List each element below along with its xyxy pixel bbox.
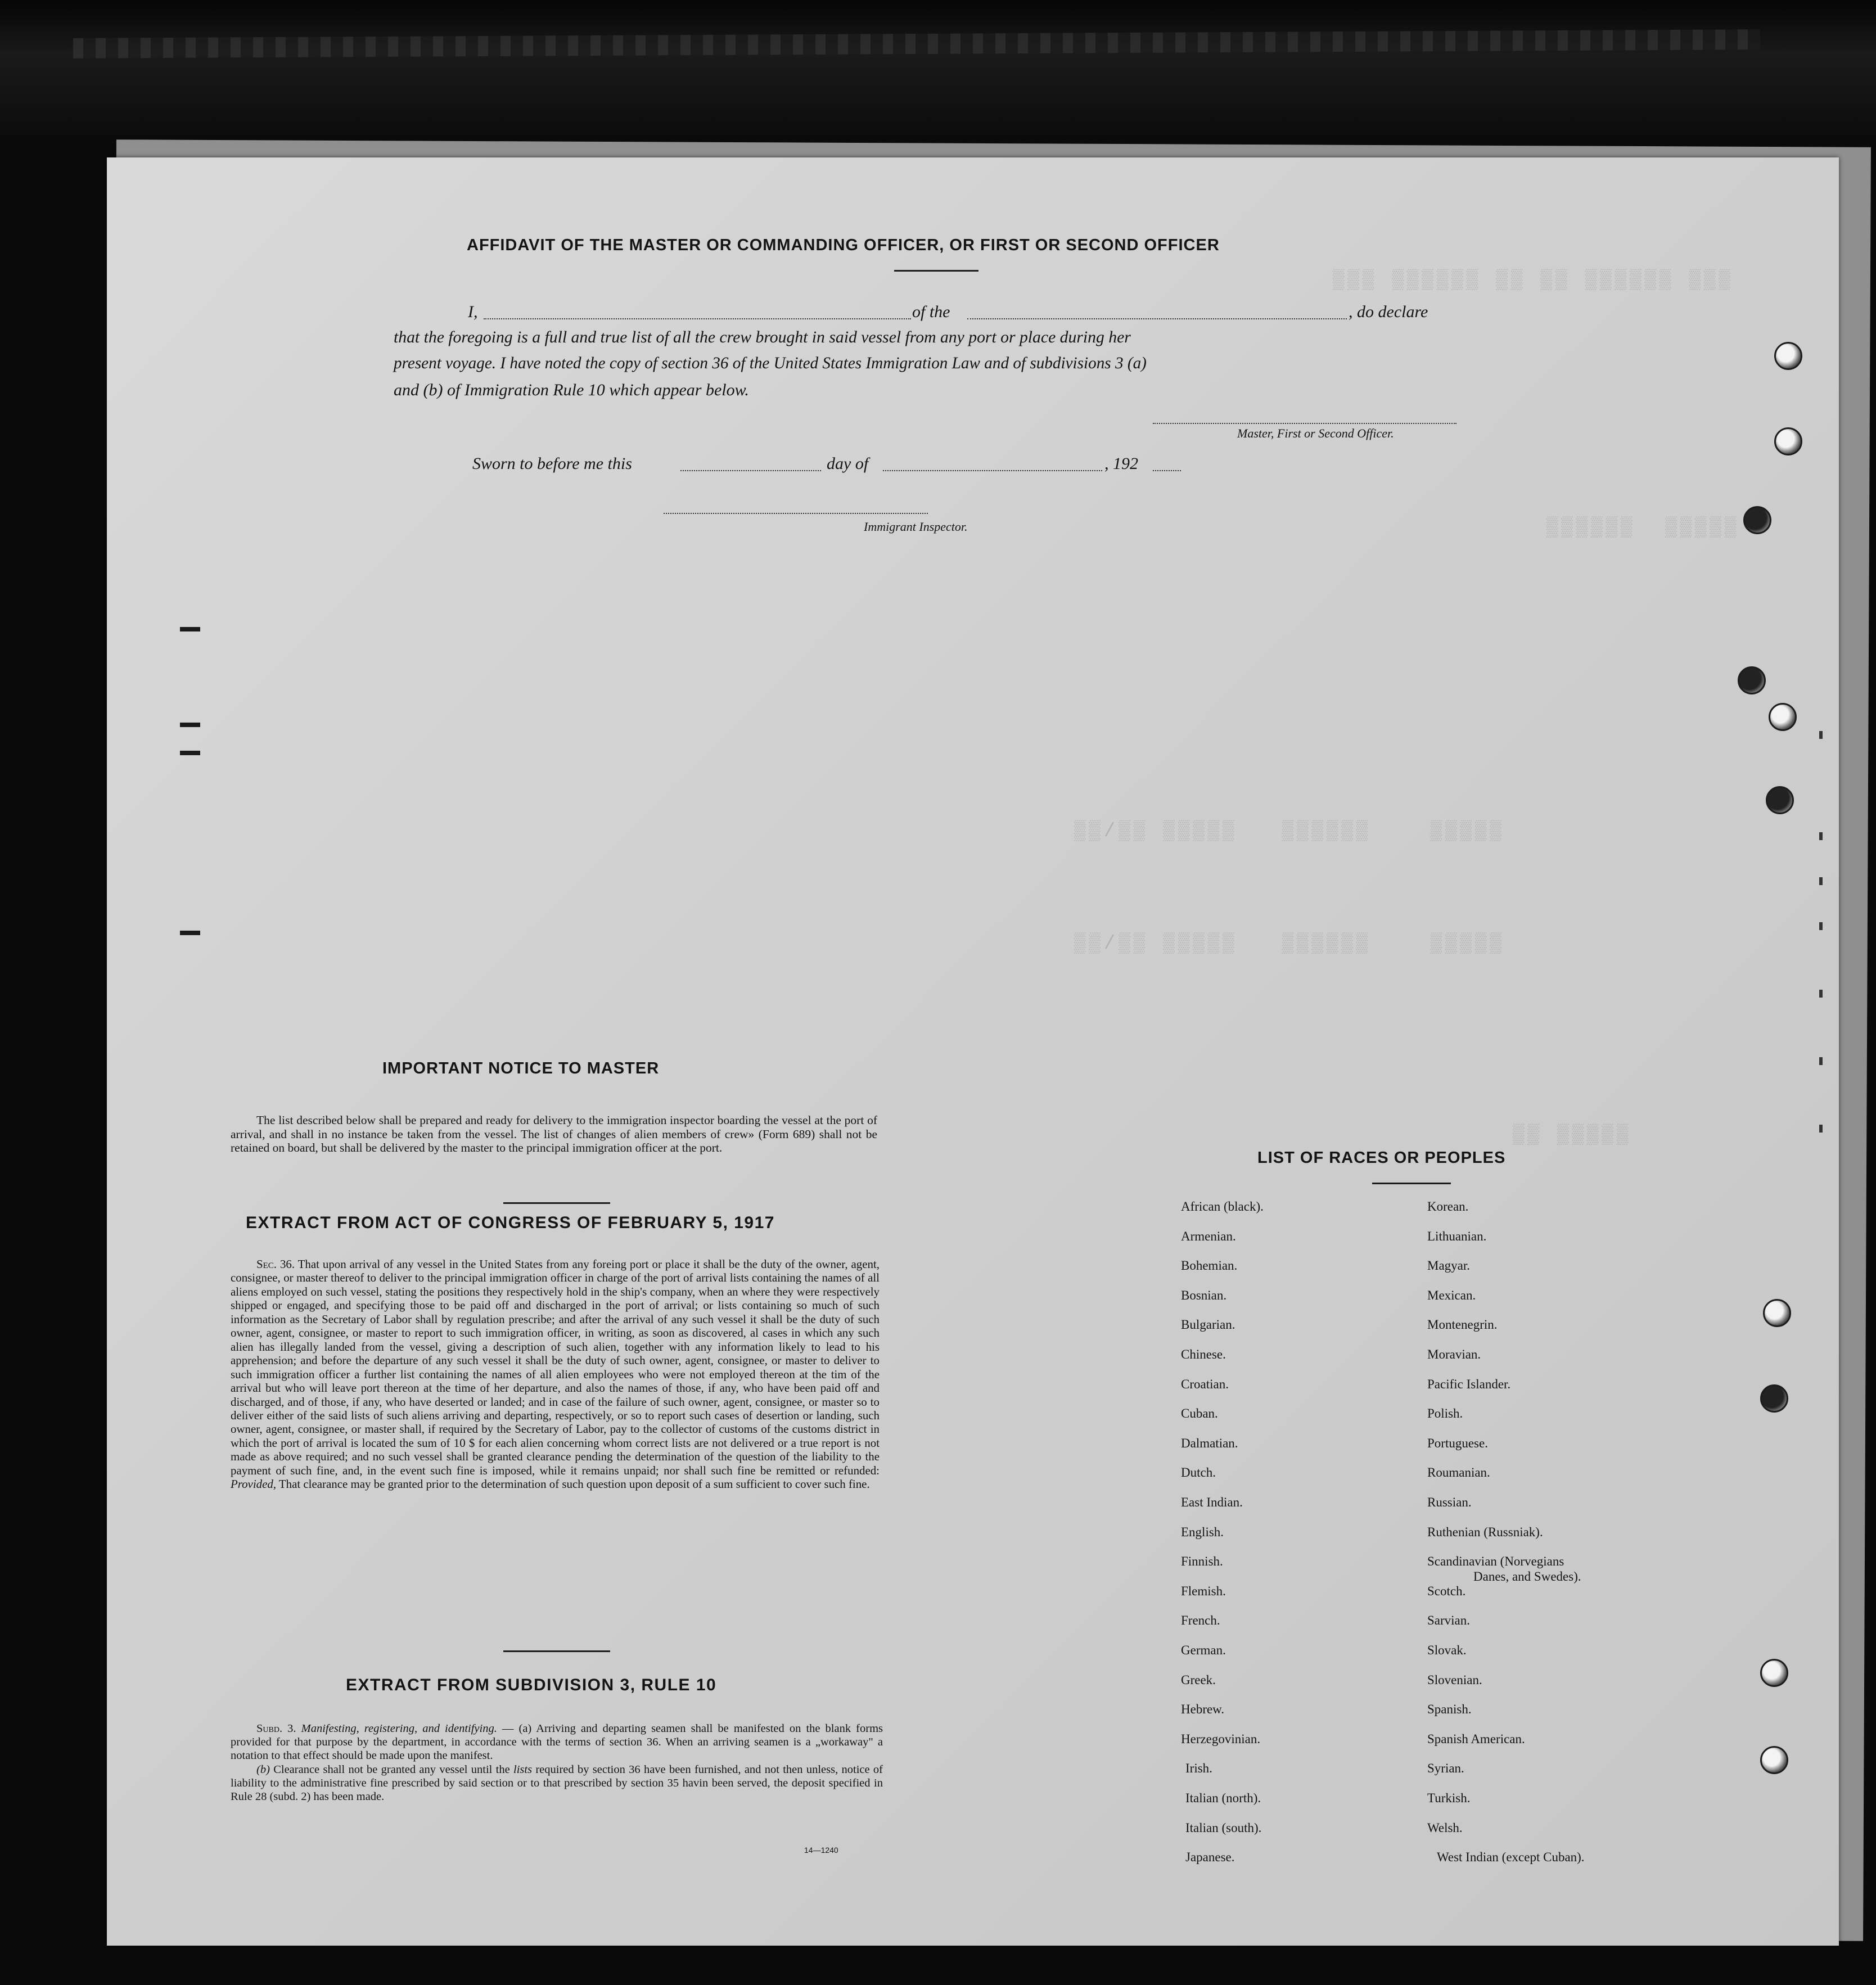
edge-mark [1819, 922, 1823, 930]
punch-hole [1769, 703, 1797, 731]
race-item: Ruthenian (Russniak). [1427, 1524, 1543, 1539]
race-item: Polish. [1427, 1406, 1463, 1421]
sworn-month-field[interactable] [883, 470, 1102, 471]
vessel-name-field[interactable] [967, 318, 1347, 319]
race-item: Welsh. [1427, 1820, 1463, 1835]
race-item: Dutch. [1181, 1465, 1216, 1480]
rule-title: EXTRACT FROM SUBDIVISION 3, RULE 10 [346, 1676, 717, 1694]
subd-a-marker: — (a) [502, 1722, 532, 1735]
microfilm-frame-top [0, 0, 1876, 135]
act-title: EXTRACT FROM ACT OF CONGRESS OF FEBRUARY 5, 1917 [246, 1213, 775, 1232]
punch-hole [1760, 1746, 1788, 1774]
subd-a-text: Arriving and departing seamen shall be manifested on the blank forms provided for that purpose by the department, in accordance with the terms of section 36. When an arriving seamen is a „workaway" a notation to that effect should be made upon the manifest. [231, 1722, 883, 1762]
inspector-signature-field[interactable] [664, 513, 928, 514]
section-rule [503, 1202, 610, 1204]
race-item: Bulgarian. [1181, 1318, 1235, 1332]
edge-mark [1819, 731, 1823, 739]
punch-hole [1774, 427, 1802, 455]
race-item: Flemish. [1181, 1584, 1226, 1598]
sworn-day-of: day of [827, 454, 869, 473]
act-paragraph [231, 1257, 880, 1491]
margin-mark [180, 751, 200, 755]
race-item: Montenegrin. [1427, 1318, 1498, 1332]
race-item: English. [1181, 1524, 1224, 1539]
race-item: Irish. [1185, 1761, 1212, 1776]
race-item: Armenian. [1181, 1229, 1236, 1243]
affidavit-title: AFFIDAVIT OF THE MASTER OR COMMANDING OFFICER, OR FIRST OR SECOND OFFICER [467, 236, 1220, 254]
sworn-year: , 192 [1104, 454, 1138, 473]
act-text: That upon arrival of any vessel in the United States from any foreing port or place it shall be the duty of the owner, agent, consignee, or master thereof to deliver to the principal immigration officer in charge of the port of arrival lists containing the names of all aliens employed on such vessel, stating the positions they respectively hold in the ship's company, when an where they were respectively shipped or engaged, and specifying those to be paid off and discharged in the port of arrival; or lists containing so much of such information as the Secretary of Labor shall by regulation prescribe; and after the arrival of any such vessel it shall be the duty of such owner, agent, consignee, or master to report to such immigration officer, in writing, as soon as discovered, al cases in which any such alien has illegally landed from the vessel, giving a description of such alien, together with any information likely to lead to his apprehension; and before the departure of any such vessel it shall be the duty of such owner, agent, consignee, or master to deliver to such immigration officer a further list containing the names of all alien employees who were not employed thereon at the tim of the arrival but who will leave port thereon at the time of her departure, and also the names of those, if any, who have been paid off and discharged, and of those, if any, who have deserted or landed; and in case of the failure of such owner, agent, consignee, or master so to deliver either of the said lists of such aliens arriving and departing, respectively, or so to report such cases of desertion or landing, such owner, agent, consignee, or master shall, if required by the Secretary of Labor, pay to the collector of customs of the customs district in which the port of arrival is located the sum of 10 $ for each alien concerning whom correct lists are not delivered or a true report is not made as above required; and no such vessel shall be granted clearance pending the determination of the question of the liability to the payment of such fine, and, in the event such fine is imposed, while it remains unpaid; nor shall such fine be remitted or refunded: [231, 1257, 880, 1477]
race-item: Sarvian. [1427, 1613, 1471, 1628]
edge-mark [1819, 877, 1823, 885]
race-item: West Indian (except Cuban). [1437, 1850, 1585, 1865]
race-item: German. [1181, 1643, 1226, 1657]
race-item: Finnish. [1181, 1554, 1223, 1569]
edge-mark [1819, 832, 1823, 840]
race-item: Dalmatian. [1181, 1436, 1238, 1450]
act-text-end: That clearance may be granted prior to the determination of such question upon deposit of a sum sufficient to cover such fine. [278, 1477, 870, 1491]
race-item: Mexican. [1427, 1288, 1476, 1302]
affidavit-i: I, [468, 303, 478, 321]
race-item: Korean. [1427, 1199, 1469, 1213]
race-item: Moravian. [1427, 1347, 1481, 1361]
declarant-name-field[interactable] [484, 318, 911, 319]
master-signature-label: Master, First or Second Officer. [1237, 426, 1394, 440]
inspector-label: Immigrant Inspector. [864, 520, 968, 534]
bleed-through-text: ▒▒/▒▒ ▒▒▒▒▒ ▒▒▒▒▒▒ ▒▒▒▒▒ [1074, 933, 1505, 955]
race-item: Turkish. [1427, 1791, 1471, 1805]
race-item: Cuban. [1181, 1406, 1218, 1421]
subd-b-text-2: required by section 36 have been furnished, and not then unless, notice of liability to the administrative fine prescribed by said section or to that prescribed by section 35 havin been served, the deposit specified in Rule 28 (subd. 2) has been made. [231, 1763, 883, 1803]
act-provided: Provided, [231, 1477, 277, 1491]
section-rule [503, 1650, 610, 1652]
race-item: Croatian. [1181, 1377, 1229, 1391]
race-item: Danes, and Swedes). [1473, 1569, 1581, 1584]
race-item: Italian (north). [1185, 1791, 1261, 1805]
race-item: Spanish. [1427, 1702, 1472, 1717]
edge-mark [1819, 990, 1823, 998]
sworn-prefix: Sworn to before me this [472, 454, 632, 473]
punch-hole [1760, 1659, 1788, 1687]
bleed-through-text: ▒▒▒ ▒▒▒▒▒▒ ▒▒ ▒▒ ▒▒▒▒▒▒ ▒▒▒ [1333, 270, 1734, 291]
title-rule [894, 270, 978, 272]
affidavit-line-3: present voyage. I have noted the copy of section 36 of the United States Immigration Law and of subdivisions 3 (a) [394, 354, 1147, 372]
rule-paragraph [231, 1722, 883, 1803]
subd-b-text-1: Clearance shall not be granted any vessel until the [273, 1763, 510, 1776]
race-item: Hebrew. [1181, 1702, 1225, 1717]
race-item: French. [1181, 1613, 1220, 1628]
master-signature-field[interactable] [1153, 423, 1456, 424]
bleed-through-text: ▒▒▒▒▒▒ ▒▒▒▒▒ [1546, 517, 1740, 539]
race-item: Portuguese. [1427, 1436, 1488, 1450]
margin-mark [180, 723, 200, 727]
punch-hole [1763, 1299, 1791, 1327]
punch-hole [1738, 666, 1766, 694]
race-item: Syrian. [1427, 1761, 1464, 1776]
edge-mark [1819, 1057, 1823, 1065]
race-item: Lithuanian. [1427, 1229, 1487, 1243]
races-title-rule [1372, 1183, 1451, 1184]
form-number: 14—1240 [804, 1846, 838, 1855]
race-item: African (black). [1181, 1199, 1264, 1213]
race-item: Scotch. [1427, 1584, 1466, 1598]
races-title: LIST OF RACES OR PEOPLES [1257, 1149, 1506, 1167]
edge-mark [1819, 1125, 1823, 1133]
race-item: Slovak. [1427, 1643, 1467, 1657]
race-item: Herzegovinian. [1181, 1731, 1261, 1746]
bleed-through-text: ▒▒/▒▒ ▒▒▒▒▒ ▒▒▒▒▒▒ ▒▒▒▒▒ [1074, 821, 1505, 842]
race-item: Roumanian. [1427, 1465, 1490, 1480]
underlying-page-ruling [73, 29, 1760, 58]
race-item: Greek. [1181, 1672, 1216, 1687]
race-item: Japanese. [1185, 1850, 1235, 1865]
notice-paragraph [231, 1113, 877, 1155]
race-item: Slovenian. [1427, 1672, 1482, 1687]
race-item: East Indian. [1181, 1495, 1243, 1509]
margin-mark [180, 627, 200, 631]
notice-title: IMPORTANT NOTICE TO MASTER [382, 1059, 660, 1077]
subd-heading: Manifesting, registering, and identifying. [301, 1722, 497, 1735]
race-item: Spanish American. [1427, 1731, 1525, 1746]
notice-text: The list described below shall be prepared and ready for delivery to the immigration inspector boarding the vessel at the port of arrival, and shall in no instance be taken from the vessel. The list of changes of alien members of crew» (Form 689) shall not be retained on board, but shall be delivered by the master to the principal immigration officer at the port. [231, 1113, 877, 1155]
punch-hole [1760, 1384, 1788, 1413]
race-item: Bosnian. [1181, 1288, 1227, 1302]
punch-hole [1774, 342, 1802, 370]
punch-hole [1743, 506, 1771, 534]
subd-label: Subd. 3. [256, 1722, 296, 1735]
subd-b-lists: lists [513, 1763, 533, 1776]
affidavit-declare: , do declare [1349, 303, 1428, 321]
act-section-label: Sec. 36. [256, 1257, 295, 1271]
race-item: Chinese. [1181, 1347, 1226, 1361]
race-item: Magyar. [1427, 1258, 1471, 1273]
affidavit-line-2: that the foregoing is a full and true list of all the crew brought in said vessel from any port or place during her [394, 328, 1131, 346]
sworn-day-field[interactable] [680, 470, 821, 471]
race-item: Italian (south). [1185, 1820, 1262, 1835]
race-item: Bohemian. [1181, 1258, 1238, 1273]
subd-b-marker: (b) [256, 1763, 270, 1776]
race-item: Pacific Islander. [1427, 1377, 1511, 1391]
race-item: Scandinavian (Norvegians [1427, 1554, 1564, 1569]
affidavit-of-the: of the [912, 303, 950, 321]
sworn-year-field[interactable] [1153, 470, 1181, 471]
affidavit-line-4: and (b) of Immigration Rule 10 which appear below. [394, 381, 749, 399]
bleed-through-text: ▒▒ ▒▒▒▒▒ [1513, 1125, 1632, 1146]
race-item: Russian. [1427, 1495, 1472, 1509]
margin-mark [180, 931, 200, 935]
punch-hole [1766, 786, 1794, 814]
